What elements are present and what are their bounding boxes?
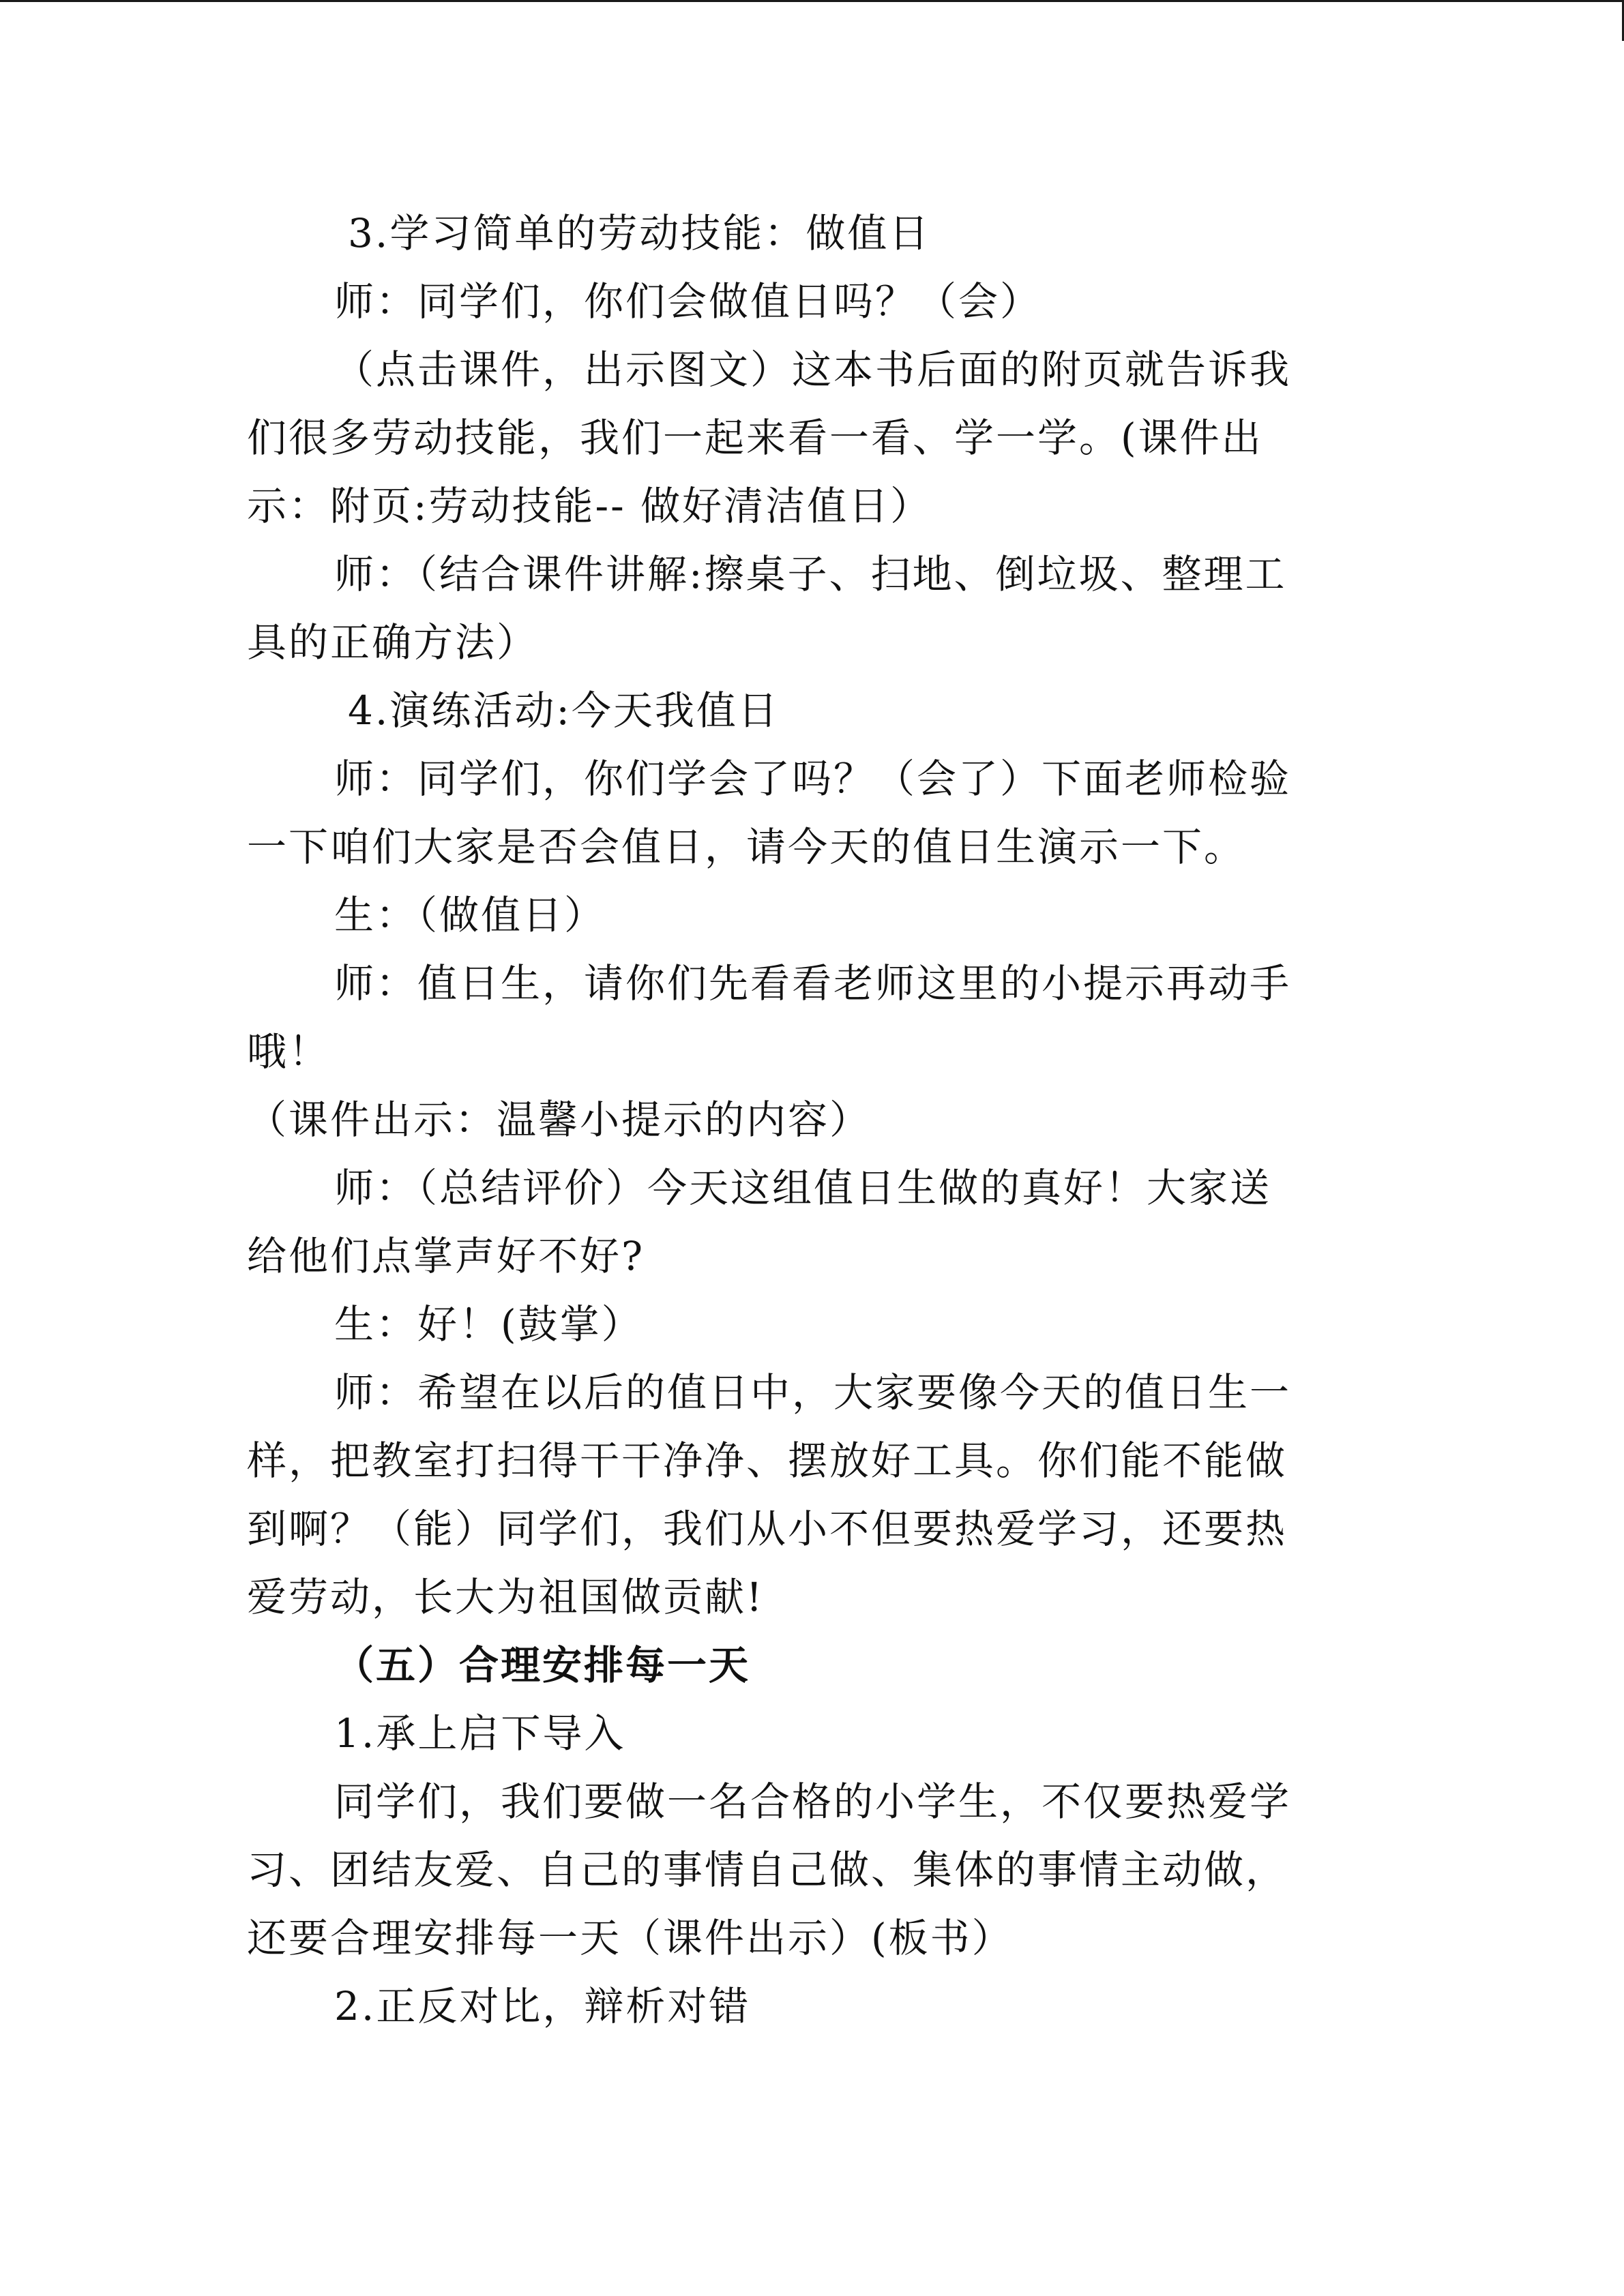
paragraph-line: 哦！	[247, 1028, 331, 1075]
paragraph-line: 师：值日生，请你们先看看老师这里的小提示再动手	[334, 960, 1292, 1007]
paragraph-line: 们很多劳动技能，我们一起来看一看、学一学。(课件出	[247, 415, 1263, 461]
paragraph-line: 爱劳动，长大为祖国做贡献!	[247, 1574, 765, 1620]
paragraph-line: 同学们，我们要做一名合格的小学生，不仅要热爱学	[334, 1778, 1292, 1825]
paragraph-line: 示：附页:劳动技能-- 做好清洁值日）	[247, 483, 932, 529]
paragraph-line: 师：希望在以后的值日中，大家要像今天的值日生一	[334, 1369, 1292, 1416]
paragraph-line: 师：同学们，你们学会了吗？（会了）下面老师检验	[334, 756, 1292, 802]
paragraph-line: 还要合理安排每一天（课件出示）(板书）	[247, 1915, 1014, 1961]
paragraph-line: （课件出示：温馨小提示的内容）	[247, 1097, 872, 1143]
paragraph-line: 一下咱们大家是否会值日，请今天的值日生演示一下。	[247, 824, 1246, 870]
subsection-heading-1: 1.承上启下导入	[334, 1710, 626, 1757]
section-heading-4: 4.演练活动:今天我值日	[348, 687, 780, 734]
paragraph-line: 样，把教室打扫得干干净净、摆放好工具。你们能不能做	[247, 1437, 1288, 1484]
paragraph-line: 到啊？（能）同学们，我们从小不但要热爱学习，还要热	[247, 1506, 1288, 1552]
paragraph-line: 师：（结合课件讲解:擦桌子、扫地、倒垃圾、整理工	[334, 551, 1287, 597]
paragraph-line: 师：同学们，你们会做值日吗？（会）	[334, 278, 1042, 325]
paragraph-line: 生：（做值日）	[334, 892, 606, 938]
section-heading-5: （五）合理安排每一天	[334, 1642, 751, 1688]
paragraph-line: 习、团结友爱、自己的事情自己做、集体的事情主动做，	[247, 1847, 1288, 1893]
paragraph-line: 具的正确方法）	[247, 619, 539, 666]
subsection-heading-2: 2.正反对比，辩析对错	[334, 1983, 751, 2029]
paragraph-line: 师：（总结评价）今天这组值日生做的真好！大家送	[334, 1165, 1272, 1211]
paragraph-line: 生：好！(鼓掌）	[334, 1301, 643, 1347]
paragraph-line: （点击课件，出示图文）这本书后面的附页就告诉我	[334, 346, 1292, 393]
section-heading-3: 3.学习简单的劳动技能：做值日	[348, 210, 931, 256]
top-border-line	[0, 0, 1624, 2]
paragraph-line: 给他们点掌声好不好?	[247, 1233, 645, 1279]
